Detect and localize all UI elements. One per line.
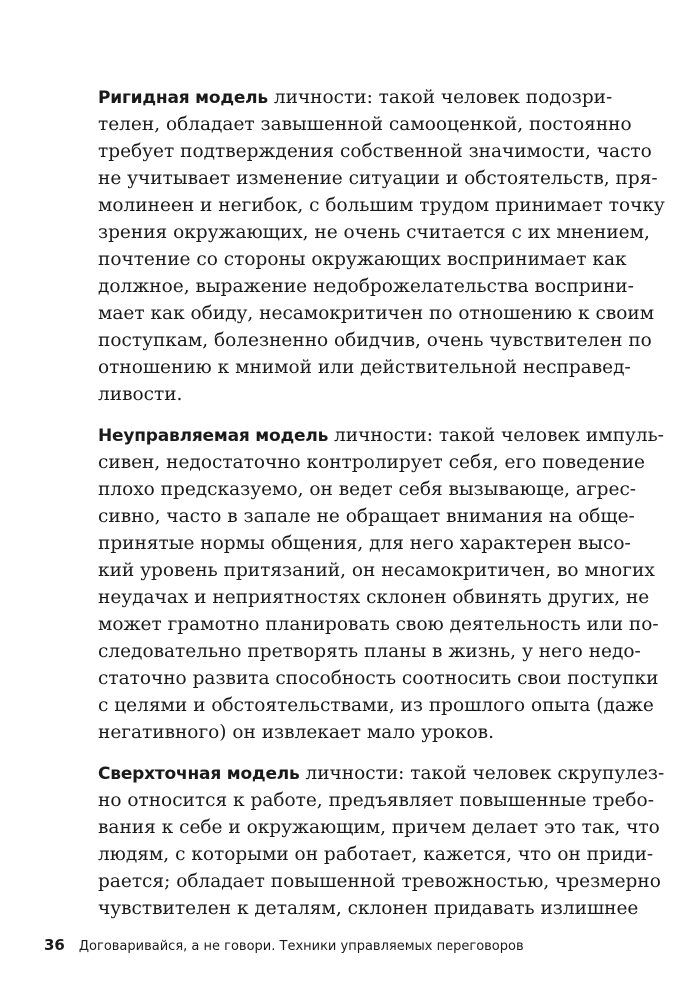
paragraph-precise-model xyxy=(98,760,665,922)
text-line: зрения окружающих, не очень считается с их мнением, xyxy=(98,222,650,243)
paragraph-lead-term: Неуправляемая модель xyxy=(98,426,329,446)
text-line: с целями и обстоятельствами, из прошлого опыта (даже xyxy=(98,695,654,716)
page-number: 36 xyxy=(44,936,65,954)
text-line: Ригидная модель личности: такой человек подозри- xyxy=(98,87,613,108)
text-line: кий уровень притязаний, он несамокритичен, во многих xyxy=(98,560,655,581)
book-title: Договаривайся, а не говори. Техники управляемых переговоров xyxy=(78,939,524,954)
text-line: сивно, часто в запале не обращает внимания на обще- xyxy=(98,506,635,527)
text-line: ливости. xyxy=(98,384,183,405)
text-line: отношению к мнимой или действительной несправед- xyxy=(98,357,631,378)
text-line: неудачах и неприятностях склонен обвинять других, не xyxy=(98,587,650,608)
page-body xyxy=(98,84,665,936)
text-line: телен, обладает завышенной самооценкой, постоянно xyxy=(98,114,632,135)
text-line: молинеен и негибок, с большим трудом принимает точку xyxy=(98,195,665,216)
text-line: следовательно претворять планы в жизнь, у него недо- xyxy=(98,641,641,662)
text-line: требует подтверждения собственной значимости, часто xyxy=(98,141,652,162)
text-line: принятые нормы общения, для него характерен высо- xyxy=(98,533,631,554)
paragraph-lead-term: Сверхточная модель xyxy=(98,764,300,784)
text-line: сивен, недостаточно контролирует себя, его поведение xyxy=(98,452,645,473)
page-footer xyxy=(44,936,604,956)
text-line: не учитывает изменение ситуации и обстоятельств, пря- xyxy=(98,168,658,189)
text-line: рается; обладает повышенной тревожностью, чрезмерно xyxy=(98,871,661,892)
paragraph-uncontrolled-model xyxy=(98,422,664,746)
text-line: Сверхточная модель личности: такой человек скрупулез- xyxy=(98,763,665,784)
paragraph-lead-term: Ригидная модель xyxy=(98,88,268,108)
text-line: может грамотно планировать свою деятельность или по- xyxy=(98,614,659,635)
text-line: негативного) он извлекает мало уроков. xyxy=(98,722,494,743)
text-line: мает как обиду, несамокритичен по отношению к своим xyxy=(98,303,655,324)
text-line: должное, выражение недоброжелательства восприни- xyxy=(98,276,634,297)
text-line: плохо предсказуемо, он ведет себя вызывающе, агрес- xyxy=(98,479,637,500)
text-line: статочно развита способность соотносить свои поступки xyxy=(98,668,659,689)
paragraph-rigid-model xyxy=(98,84,665,408)
text-line: поступкам, болезненно обидчив, очень чувствителен по xyxy=(98,330,652,351)
text-line: людям, с которыми он работает, кажется, что он приди- xyxy=(98,844,654,865)
text-line: чувствителен к деталям, склонен придавать излишнее xyxy=(98,898,639,919)
text-line: вания к себе и окружающим, причем делает это так, что xyxy=(98,817,660,838)
text-line: но относится к работе, предъявляет повышенные требо- xyxy=(98,790,654,811)
text-line: почтение со стороны окружающих воспринимает как xyxy=(98,249,627,270)
text-line: Неуправляемая модель личности: такой человек импуль- xyxy=(98,425,664,446)
